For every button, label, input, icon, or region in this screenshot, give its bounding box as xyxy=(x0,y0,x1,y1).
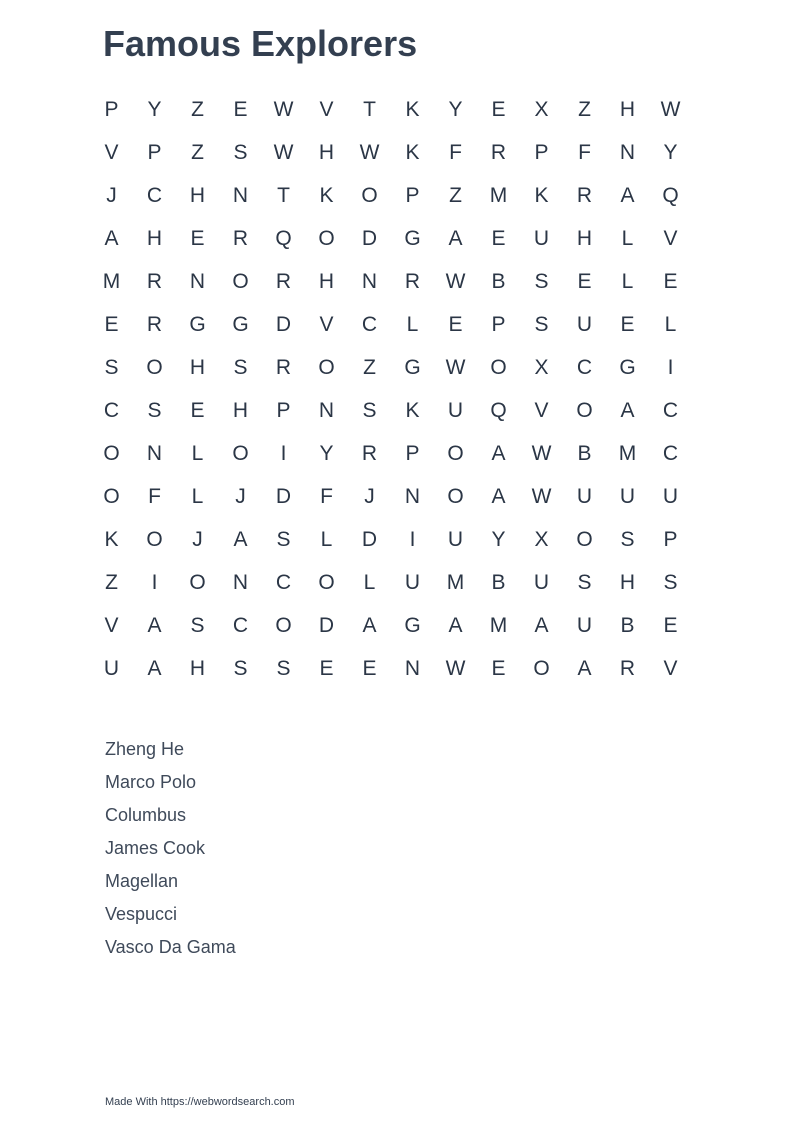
grid-letter: W xyxy=(359,141,380,164)
grid-row xyxy=(90,260,692,303)
grid-letter: M xyxy=(446,571,465,594)
grid-letter: S xyxy=(663,571,678,594)
grid-letter: O xyxy=(146,528,163,551)
grid-letter: L xyxy=(664,313,677,336)
grid-letter: H xyxy=(232,399,249,422)
grid-letter: D xyxy=(275,485,292,508)
grid-letter: R xyxy=(146,270,163,293)
grid-letter: K xyxy=(104,528,119,551)
grid-letter: E xyxy=(362,657,377,680)
grid-letter: M xyxy=(102,270,121,293)
grid-letter: G xyxy=(404,356,421,379)
grid-row xyxy=(90,303,692,346)
grid-letter: B xyxy=(577,442,592,465)
grid-letter: E xyxy=(319,657,334,680)
grid-letter: Y xyxy=(319,442,334,465)
word-list-item: Zheng He xyxy=(105,739,185,759)
grid-letter: E xyxy=(620,313,635,336)
grid-letter: Z xyxy=(191,98,204,121)
grid-letter: C xyxy=(361,313,378,336)
grid-letter: N xyxy=(232,184,249,207)
grid-letter: S xyxy=(233,141,248,164)
grid-letter: E xyxy=(663,270,678,293)
grid-letter: L xyxy=(191,485,204,508)
grid-row xyxy=(90,88,692,131)
grid-letter: W xyxy=(273,98,294,121)
grid-letter: J xyxy=(106,184,117,207)
grid-letter: X xyxy=(534,98,549,121)
grid-letter: U xyxy=(533,571,550,594)
grid-letter: U xyxy=(576,614,593,637)
word-list-item: Magellan xyxy=(105,871,179,891)
grid-letter: O xyxy=(447,442,464,465)
grid-letter: V xyxy=(104,614,119,637)
grid-letter: A xyxy=(104,227,119,250)
grid-row xyxy=(90,518,692,561)
grid-letter: R xyxy=(275,356,292,379)
grid-letter: O xyxy=(232,442,249,465)
grid-letter: S xyxy=(190,614,205,637)
grid-letter: T xyxy=(363,98,376,121)
grid-letter: U xyxy=(662,485,679,508)
grid-letter: A xyxy=(491,442,506,465)
word-list xyxy=(105,736,236,967)
grid-letter: G xyxy=(404,227,421,250)
grid-letter: P xyxy=(663,528,678,551)
grid-letter: A xyxy=(620,399,635,422)
grid-letter: C xyxy=(232,614,249,637)
grid-letter: N xyxy=(361,270,378,293)
grid-letter: O xyxy=(318,356,335,379)
grid-row xyxy=(90,647,692,690)
grid-letter: O xyxy=(361,184,378,207)
grid-letter: O xyxy=(576,399,593,422)
grid-letter: O xyxy=(447,485,464,508)
grid-letter: A xyxy=(577,657,592,680)
grid-letter: E xyxy=(104,313,119,336)
grid-letter: G xyxy=(404,614,421,637)
grid-letter: V xyxy=(534,399,549,422)
grid-letter: Z xyxy=(191,141,204,164)
grid-letter: E xyxy=(663,614,678,637)
grid-letter: K xyxy=(405,98,420,121)
grid-letter: D xyxy=(318,614,335,637)
grid-letter: C xyxy=(275,571,292,594)
grid-row xyxy=(90,346,692,389)
grid-letter: W xyxy=(445,657,466,680)
grid-letter: A xyxy=(448,614,463,637)
grid-letter: V xyxy=(663,657,678,680)
grid-letter: H xyxy=(576,227,593,250)
grid-letter: H xyxy=(189,657,206,680)
grid-letter: A xyxy=(448,227,463,250)
grid-letter: Z xyxy=(363,356,376,379)
grid-row xyxy=(90,131,692,174)
grid-letter: E xyxy=(190,399,205,422)
grid-letter: O xyxy=(318,571,335,594)
grid-letter: P xyxy=(405,184,420,207)
grid-letter: O xyxy=(576,528,593,551)
grid-letter: S xyxy=(534,313,549,336)
grid-letter: K xyxy=(319,184,334,207)
grid-letter: A xyxy=(491,485,506,508)
grid-row xyxy=(90,561,692,604)
grid-letter: M xyxy=(489,184,508,207)
grid-letter: E xyxy=(577,270,592,293)
grid-letter: W xyxy=(273,141,294,164)
grid-letter: E xyxy=(190,227,205,250)
grid-letter: W xyxy=(445,270,466,293)
grid-letter: G xyxy=(619,356,636,379)
grid-letter: Q xyxy=(490,399,507,422)
grid-letter: V xyxy=(104,141,119,164)
grid-letter: Z xyxy=(105,571,118,594)
grid-letter: S xyxy=(276,657,291,680)
grid-letter: N xyxy=(404,657,421,680)
grid-letter: R xyxy=(146,313,163,336)
grid-letter: W xyxy=(660,98,681,121)
grid-letter: E xyxy=(233,98,248,121)
grid-letter: M xyxy=(489,614,508,637)
grid-letter: P xyxy=(405,442,420,465)
grid-letter: K xyxy=(405,399,420,422)
grid-letter: R xyxy=(490,141,507,164)
grid-letter: S xyxy=(534,270,549,293)
grid-letter: N xyxy=(189,270,206,293)
grid-row xyxy=(90,174,692,217)
grid-letter: J xyxy=(192,528,203,551)
grid-letter: Y xyxy=(491,528,506,551)
grid-row xyxy=(90,389,692,432)
grid-letter: E xyxy=(448,313,463,336)
grid-letter: F xyxy=(578,141,591,164)
grid-letter: W xyxy=(445,356,466,379)
grid-letter: U xyxy=(447,399,464,422)
grid-letter: P xyxy=(147,141,162,164)
grid-letter: Z xyxy=(449,184,462,207)
grid-letter: I xyxy=(667,356,674,379)
grid-letter: K xyxy=(534,184,549,207)
grid-letter: S xyxy=(233,657,248,680)
grid-letter: R xyxy=(576,184,593,207)
grid-row xyxy=(90,432,692,475)
grid-letter: I xyxy=(409,528,416,551)
grid-letter: A xyxy=(147,614,162,637)
grid-letter: O xyxy=(490,356,507,379)
grid-letter: W xyxy=(531,442,552,465)
grid-letter: A xyxy=(362,614,377,637)
grid-letter: R xyxy=(404,270,421,293)
grid-letter: N xyxy=(318,399,335,422)
grid-letter: T xyxy=(277,184,290,207)
grid-letter: H xyxy=(189,184,206,207)
grid-letter: G xyxy=(189,313,206,336)
grid-letter: P xyxy=(534,141,549,164)
grid-letter: H xyxy=(619,98,636,121)
grid-letter: N xyxy=(404,485,421,508)
grid-letter: B xyxy=(491,571,506,594)
grid-letter: S xyxy=(147,399,162,422)
grid-letter: S xyxy=(276,528,291,551)
grid-letter: N xyxy=(619,141,636,164)
grid-letter: Q xyxy=(662,184,679,207)
grid-letter: R xyxy=(275,270,292,293)
grid-letter: N xyxy=(146,442,163,465)
footer-credit: Made With https://webwordsearch.com xyxy=(105,1096,295,1108)
grid-letter: P xyxy=(491,313,506,336)
grid-letter: J xyxy=(364,485,375,508)
grid-letter: D xyxy=(361,528,378,551)
grid-letter: Y xyxy=(147,98,162,121)
word-list-item: Vasco Da Gama xyxy=(105,937,236,957)
grid-letter: Y xyxy=(448,98,463,121)
grid-letter: S xyxy=(577,571,592,594)
grid-letter: V xyxy=(663,227,678,250)
grid-letter: O xyxy=(232,270,249,293)
grid-letter: V xyxy=(319,313,334,336)
word-list-item: Marco Polo xyxy=(105,772,197,792)
grid-letter: L xyxy=(621,270,634,293)
grid-letter: U xyxy=(576,485,593,508)
grid-letter: C xyxy=(103,399,120,422)
word-list-item: James Cook xyxy=(105,838,206,858)
grid-letter: S xyxy=(104,356,119,379)
grid-letter: U xyxy=(447,528,464,551)
grid-letter: Q xyxy=(275,227,292,250)
grid-letter: J xyxy=(235,485,246,508)
grid-letter: L xyxy=(621,227,634,250)
grid-letter: C xyxy=(662,399,679,422)
grid-letter: O xyxy=(533,657,550,680)
grid-letter: C xyxy=(146,184,163,207)
grid-letter: E xyxy=(491,657,506,680)
grid-letter: F xyxy=(320,485,333,508)
grid-letter: Z xyxy=(578,98,591,121)
grid-letter: O xyxy=(103,442,120,465)
grid-letter: H xyxy=(619,571,636,594)
grid-letter: W xyxy=(531,485,552,508)
grid-letter: D xyxy=(361,227,378,250)
grid-letter: U xyxy=(103,657,120,680)
grid-letter: X xyxy=(534,356,549,379)
grid-letter: O xyxy=(275,614,292,637)
grid-letter: B xyxy=(620,614,635,637)
grid-letter: S xyxy=(233,356,248,379)
grid-letter: N xyxy=(232,571,249,594)
grid-letter: P xyxy=(276,399,291,422)
grid-letter: U xyxy=(404,571,421,594)
grid-letter: O xyxy=(318,227,335,250)
grid-letter: X xyxy=(534,528,549,551)
grid-letter: C xyxy=(662,442,679,465)
grid-letter: S xyxy=(620,528,635,551)
grid-letter: H xyxy=(318,141,335,164)
grid-letter: L xyxy=(363,571,376,594)
grid-letter: O xyxy=(103,485,120,508)
grid-letter: P xyxy=(104,98,119,121)
letter-grid xyxy=(90,88,692,690)
grid-row xyxy=(90,217,692,260)
grid-letter: A xyxy=(147,657,162,680)
grid-letter: U xyxy=(619,485,636,508)
grid-letter: O xyxy=(146,356,163,379)
grid-letter: L xyxy=(406,313,419,336)
grid-letter: C xyxy=(576,356,593,379)
grid-letter: D xyxy=(275,313,292,336)
word-list-item: Vespucci xyxy=(105,904,178,924)
grid-letter: A xyxy=(534,614,549,637)
grid-letter: R xyxy=(619,657,636,680)
grid-letter: E xyxy=(491,98,506,121)
grid-letter: O xyxy=(189,571,206,594)
grid-letter: E xyxy=(491,227,506,250)
page-title: Famous Explorers xyxy=(103,23,418,64)
grid-letter: L xyxy=(191,442,204,465)
grid-letter: F xyxy=(148,485,161,508)
grid-letter: I xyxy=(280,442,287,465)
grid-letter: I xyxy=(151,571,158,594)
word-list-item: Columbus xyxy=(105,805,187,825)
grid-letter: F xyxy=(449,141,462,164)
grid-row xyxy=(90,475,692,518)
grid-letter: H xyxy=(318,270,335,293)
grid-letter: Y xyxy=(663,141,678,164)
grid-letter: U xyxy=(576,313,593,336)
grid-letter: H xyxy=(146,227,163,250)
grid-letter: S xyxy=(362,399,377,422)
grid-letter: L xyxy=(320,528,333,551)
grid-letter: R xyxy=(361,442,378,465)
grid-row xyxy=(90,604,692,647)
grid-letter: K xyxy=(405,141,420,164)
grid-letter: R xyxy=(232,227,249,250)
grid-letter: M xyxy=(618,442,637,465)
grid-letter: G xyxy=(232,313,249,336)
grid-letter: A xyxy=(620,184,635,207)
grid-letter: H xyxy=(189,356,206,379)
grid-letter: B xyxy=(491,270,506,293)
grid-letter: V xyxy=(319,98,334,121)
grid-letter: U xyxy=(533,227,550,250)
grid-letter: A xyxy=(233,528,248,551)
